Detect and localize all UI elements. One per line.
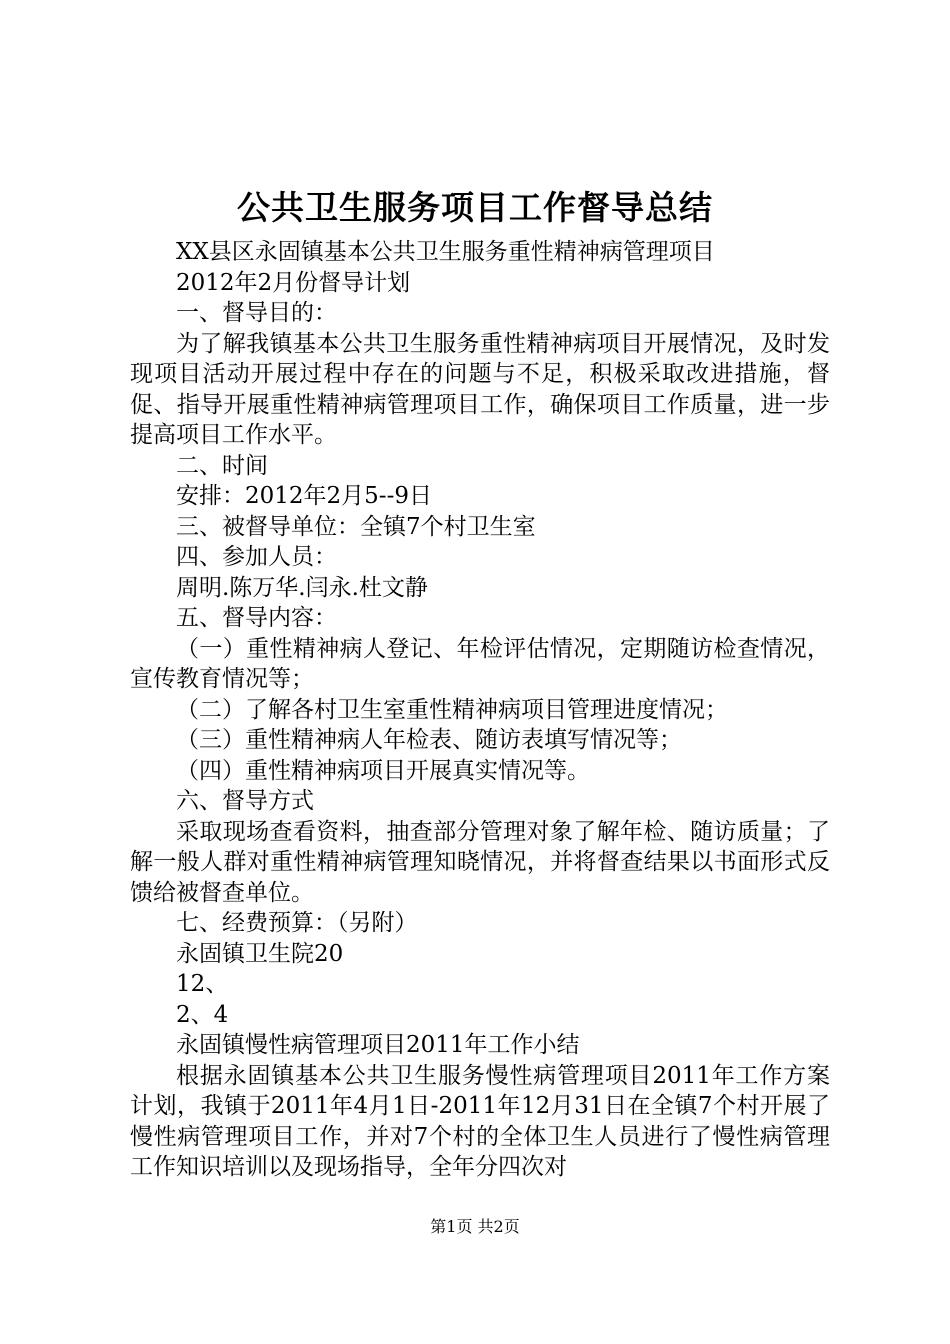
paragraph-heading-line-2: 2012年2月份督导计划 [176,269,411,296]
section-budget-heading: 七、经费预算：（另附） [176,910,418,936]
section-units-heading: 三、被督导单位：全镇7个村卫生室 [176,513,536,540]
participants-list: 周明.陈万华.闫永.杜文静 [176,574,428,601]
section-method-heading: 六、督导方式 [176,788,314,814]
signature-line-3: 2、4 [176,1001,229,1028]
summary-paragraph: 根据永固镇基本公共卫生服务慢性病管理项目2011年工作方案计划，我镇于2011年4月1日-2011年12月31日在全镇7个村开展了慢性病管理项目工作，并对7个村的全体卫生人员进行了慢性病管理工作知识培训以及现场指导，全年分四次对 [130,1062,830,1180]
page-number: 第1页 共2页 [430,1217,520,1236]
content-item-4: （四）重性精神病项目开展真实情况等。 [176,757,590,784]
content-item-2: （二）了解各村卫生室重性精神病项目管理进度情况； [176,696,728,723]
signature-line-1: 永固镇卫生院20 [176,940,344,967]
section-participants-heading: 四、参加人员： [176,544,337,570]
section-purpose-heading: 一、督导目的： [176,300,337,326]
signature-line-2: 12、 [176,971,229,997]
summary-title: 永固镇慢性病管理项目2011年工作小结 [176,1032,580,1058]
method-paragraph: 采取现场查看资料，抽查部分管理对象了解年检、随访质量；了解一般人群对重性精神病管理知晓情况，并将督查结果以书面形式反馈给被督查单位。 [130,818,830,906]
purpose-paragraph: 为了解我镇基本公共卫生服务重性精神病项目开展情况，及时发现项目活动开展过程中存在的问题与不足，积极采取改进措施，督促、指导开展重性精神病管理项目工作，确保项目工作质量，进一步提高项目工作水平。 [130,330,830,448]
section-time-heading: 二、时间 [176,452,268,479]
document-title: 公共卫生服务项目工作督导总结 [237,188,713,227]
paragraph-heading-line-1: XX县区永固镇基本公共卫生服务重性精神病管理项目 [176,239,715,265]
time-arrangement: 安排：2012年2月5--9日 [176,483,432,509]
document-body [130,237,830,1183]
content-item-1: （一）重性精神病人登记、年检评估情况，定期随访检查情况，宣传教育情况等； [130,635,830,692]
content-item-3: （三）重性精神病人年检表、随访表填写情况等； [176,727,682,753]
section-content-heading: 五、督导内容： [176,605,337,631]
